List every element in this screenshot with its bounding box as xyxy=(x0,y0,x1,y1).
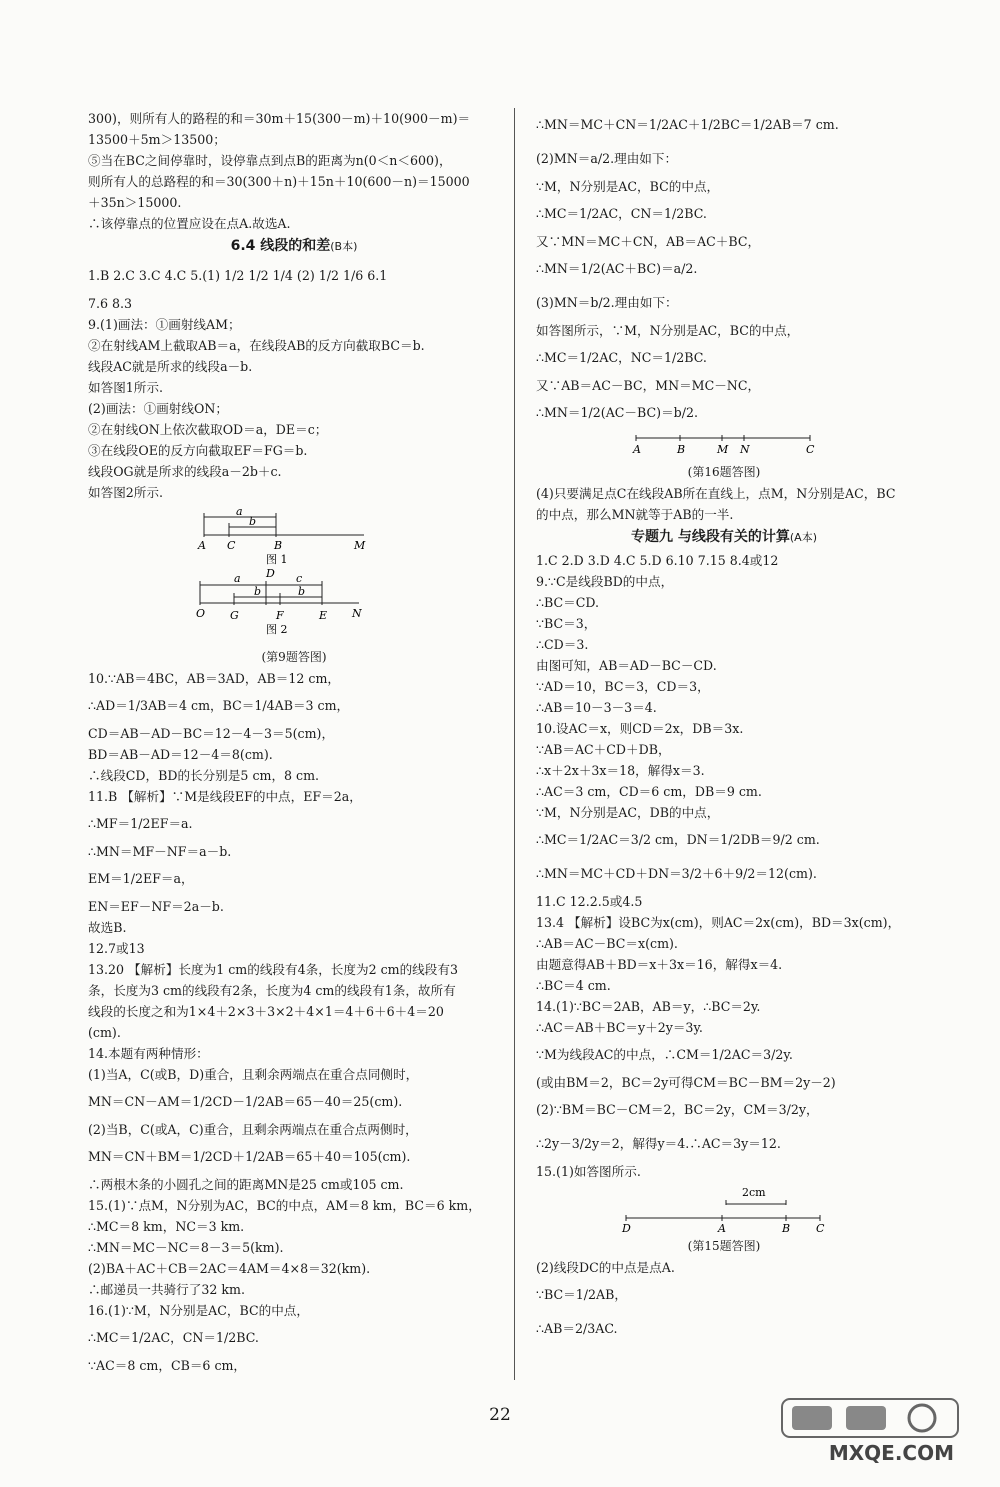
text-line: 9.∵C是线段BD的中点， xyxy=(536,574,674,589)
text-line: 11.B 【解析】∵M是线段EF的中点，EF＝2a， xyxy=(88,789,362,804)
text-line: ③在线段OE的反方向截取EF＝FG＝b. xyxy=(88,443,308,458)
fig1-label: M xyxy=(354,539,366,552)
text-line: (2)∵BM＝BC－CM＝2，BC＝2y，CM＝3/2y， xyxy=(536,1102,819,1117)
text-line: (2)当B，C(或A，C)重合，且剩余两端点在重合点两侧时， xyxy=(88,1122,418,1137)
text-line: ∴AC＝AB＋BC＝y＋2y＝3y. xyxy=(536,1020,703,1035)
text-line: (cm). xyxy=(88,1025,121,1040)
text-line: 10.∵AB＝4BC，AB＝3AD，AB＝12 cm， xyxy=(88,671,341,686)
fig15-label: A xyxy=(718,1222,726,1234)
text-line: CD＝AB－AD－BC＝12－4－3＝5(cm)， xyxy=(88,726,335,741)
text-line: ∴AD＝1/3AB＝4 cm，BC＝1/4AB＝3 cm， xyxy=(88,698,350,713)
text-line: 15.(1)∵点M，N分别为AC，BC的中点，AM＝8 km，BC＝6 km， xyxy=(88,1198,481,1213)
text-line: ∵AD＝10，BC＝3，CD＝3， xyxy=(536,679,710,694)
fig2-label: D xyxy=(266,567,275,580)
text-line: 故选B. xyxy=(88,920,127,935)
fig15-label: B xyxy=(782,1222,791,1234)
fig2-label: N xyxy=(352,607,362,620)
text-line: ∴x＋2x＋3x＝18，解得x＝3. xyxy=(536,763,705,778)
fig2-label: c xyxy=(296,572,303,585)
text-line: 1.C 2.D 3.D 4.C 5.D 6.10 7.15 8.4或12 xyxy=(536,553,779,568)
text-line: 14.(1)∵BC＝2AB，AB＝y，∴BC＝2y. xyxy=(536,999,761,1014)
fig15-label: C xyxy=(816,1222,825,1234)
text-line: MN＝CN＋BM＝1/2CD＋1/2AB＝65＋40＝105(cm). xyxy=(88,1149,411,1164)
fig2-label: G xyxy=(230,609,239,622)
fig1-label: a xyxy=(236,505,243,518)
text-line: ∴MN＝MF－NF＝a－b. xyxy=(88,844,232,859)
text-line: (3)MN＝b/2.理由如下： xyxy=(536,295,678,310)
text-line: ∴线段CD，BD的长分别是5 cm，8 cm. xyxy=(88,768,320,783)
figure-9-caption: (第9题答图) xyxy=(261,650,327,664)
fig16-label: A xyxy=(633,443,641,456)
text-line: EM＝1/2EF＝a， xyxy=(88,871,194,886)
text-line: 如答图所示，∵M，N分别是AC，BC的中点， xyxy=(536,323,800,338)
text-line: MN＝CN－AM＝1/2CD－1/2AB＝65－40＝25(cm). xyxy=(88,1094,403,1109)
figure-15-caption: (第15题答图) xyxy=(687,1239,761,1253)
right-column xyxy=(536,108,912,1346)
section-tag: (B本) xyxy=(330,240,358,253)
text-line: 又∵MN＝MC＋CN，AB＝AC＋BC， xyxy=(536,234,761,249)
figure-9-diagram xyxy=(194,505,394,645)
text-line: 15.(1)如答图所示. xyxy=(536,1164,641,1179)
section-title: 专题九 与线段有关的计算 xyxy=(631,529,790,545)
text-line: ②在射线AM上截取AB＝a，在线段AB的反方向截取BC＝b. xyxy=(88,338,425,353)
text-line: ∵BC＝3， xyxy=(536,616,597,631)
text-line: 线段的长度之和为1×4＋2×3＋3×2＋4×1＝4＋6＋6＋4＝20 xyxy=(88,1004,444,1019)
text-line: ∵M为线段AC的中点，∴CM＝1/2AC＝3/2y. xyxy=(536,1047,793,1062)
text-line: (2)画法：①画射线ON； xyxy=(88,401,228,416)
text-line: ∴AB＝2/3AC. xyxy=(536,1321,618,1336)
text-line: ∴MC＝1/2AC，CN＝1/2BC. xyxy=(88,1330,259,1345)
text-line: ∴BC＝4 cm. xyxy=(536,978,611,993)
text-line: ∵AB＝AC＋CD＋DB， xyxy=(536,742,671,757)
section-tag: (A本) xyxy=(789,531,817,544)
text-line: ＋35n＞15000. xyxy=(88,195,182,210)
text-line: 1.B 2.C 3.C 4.C 5.(1) 1/2 1/2 1/4 (2) 1/2 1/6 6.1 xyxy=(88,268,388,283)
text-line: 如答图2所示. xyxy=(88,485,163,500)
text-line: ∴MC＝1/2AC＝3/2 cm，DN＝1/2DB＝9/2 cm. xyxy=(536,832,820,847)
fig2-label: E xyxy=(319,609,328,622)
watermark-logo-icon xyxy=(780,1397,960,1439)
text-line: (2)MN＝a/2.理由如下： xyxy=(536,151,678,166)
text-line: 16.(1)∵M，N分别是AC，BC的中点， xyxy=(88,1303,309,1318)
text-line: 10.设AC＝x，则CD＝2x，DB＝3x. xyxy=(536,721,744,736)
text-line: EN＝EF－NF＝2a－b. xyxy=(88,899,224,914)
text-line: (1)当A，C(或B，D)重合，且剩余两端点在重合点同侧时， xyxy=(88,1067,419,1082)
text-line: ∴AB＝10－3－3＝4. xyxy=(536,700,657,715)
text-line: ∴MC＝1/2AC，NC＝1/2BC. xyxy=(536,350,707,365)
section-heading-topic-9 xyxy=(536,527,912,548)
fig16-label: M xyxy=(717,443,729,456)
section-heading-6-4 xyxy=(88,236,500,257)
text-line: 13500＋5m＞13500； xyxy=(88,132,226,147)
text-line: 11.C 12.2.5或4.5 xyxy=(536,894,643,909)
fig2-label: b xyxy=(298,585,306,598)
text-line: ②在射线ON上依次截取OD＝a，DE＝c； xyxy=(88,422,328,437)
fig2-label: F xyxy=(276,609,284,622)
section-title: 6.4 线段的和差 xyxy=(230,238,331,254)
text-line: ∴BC＝CD. xyxy=(536,595,600,610)
text-line: 由题意得AB＋BD＝x＋3x＝16，解得x＝4. xyxy=(536,957,783,972)
text-line: ∴该停靠点的位置应设在点A.故选A. xyxy=(88,216,291,231)
text-line: ∴MC＝8 km，NC＝3 km. xyxy=(88,1219,245,1234)
text-line: 如答图1所示. xyxy=(88,380,163,395)
fig2-label: b xyxy=(254,585,262,598)
text-line: (或由BM＝2，BC＝2y可得CM＝BC－BM＝2y－2) xyxy=(536,1075,836,1090)
text-line: 线段OG就是所求的线段a－2b＋c. xyxy=(88,464,282,479)
fig15-length-label: 2cm xyxy=(742,1186,766,1199)
fig2-label: O xyxy=(196,607,206,620)
text-line: 14.本题有两种情形： xyxy=(88,1046,209,1061)
figure-15-diagram xyxy=(614,1184,834,1234)
fig1-caption: 图 1 xyxy=(266,553,288,566)
text-line: ∵BC＝1/2AB， xyxy=(536,1287,627,1302)
text-line: 12.7或13 xyxy=(88,941,145,956)
text-line: 13.4 【解析】设BC为x(cm)，则AC＝2x(cm)，BD＝3x(cm)， xyxy=(536,915,901,930)
fig15-label: D xyxy=(622,1222,631,1234)
text-line: ∴MN＝MC＋CD＋DN＝3/2＋6＋9/2＝12(cm). xyxy=(536,866,817,881)
text-line: ∴2y－3/2y＝2，解得y＝4.∴AC＝3y＝12. xyxy=(536,1136,781,1151)
fig16-label: C xyxy=(806,443,815,456)
text-line: ∴MC＝1/2AC，CN＝1/2BC. xyxy=(536,206,707,221)
text-line: 9.(1)画法：①画射线AM； xyxy=(88,317,241,332)
figure-16-diagram xyxy=(624,432,824,460)
text-line: ∴两根木条的小圆孔之间的距离MN是25 cm或105 cm. xyxy=(88,1177,404,1192)
text-line: ∵M，N分别是AC，BC的中点， xyxy=(536,179,720,194)
text-line: ∴CD＝3. xyxy=(536,637,589,652)
text-line: 条，长度为3 cm的线段有2条，长度为4 cm的线段有1条，故所有 xyxy=(88,983,456,998)
text-line: ∴MN＝1/2(AC＋BC)＝a/2. xyxy=(536,261,698,276)
left-column xyxy=(88,108,500,1376)
text-line: 线段AC就是所求的线段a－b. xyxy=(88,359,253,374)
text-line: 由图可知，AB＝AD－BC－CD. xyxy=(536,658,717,673)
fig1-label: B xyxy=(274,539,283,552)
text-line: 的中点，那么MN就等于AB的一半. xyxy=(536,507,734,522)
text-line: ∵M，N分别是AC，DB的中点， xyxy=(536,805,720,820)
text-line: ∴MN＝MC＋CN＝1/2AC＋1/2BC＝1/2AB＝7 cm. xyxy=(536,117,839,132)
fig16-label: N xyxy=(740,443,750,456)
text-line: ∴AB＝AC－BC＝x(cm). xyxy=(536,936,678,951)
text-line: (2)线段DC的中点是点A. xyxy=(536,1260,675,1275)
page-number: 22 xyxy=(489,1405,511,1425)
text-line: BD＝AB－AD＝12－4＝8(cm). xyxy=(88,747,273,762)
text-line: ∵AC＝8 cm，CB＝6 cm， xyxy=(88,1358,247,1373)
text-line: 7.6 8.3 xyxy=(88,296,133,311)
watermark xyxy=(780,1397,960,1467)
fig1-label: C xyxy=(227,539,236,552)
fig1-label: b xyxy=(249,515,257,528)
fig2-label: a xyxy=(234,572,241,585)
figure-16-caption: (第16题答图) xyxy=(687,465,761,479)
text-line: ∴AC＝3 cm，CD＝6 cm，DB＝9 cm. xyxy=(536,784,762,799)
watermark-text: MXQE.COM xyxy=(828,1441,954,1465)
text-line: ∴邮递员一共骑行了32 km. xyxy=(88,1282,245,1297)
text-line: ⑤当在BC之间停靠时，设停靠点到点B的距离为n(0＜n＜600)， xyxy=(88,153,452,168)
text-line: 则所有人的总路程的和＝30(300＋n)＋15n＋10(600－n)＝15000 xyxy=(88,174,470,189)
text-line: (4)只要满足点C在线段AB所在直线上，点M，N分别是AC，BC xyxy=(536,486,896,501)
text-line: 13.20 【解析】长度为1 cm的线段有4条，长度为2 cm的线段有3 xyxy=(88,962,458,977)
text-line: ∴MN＝MC－NC＝8－3＝5(km). xyxy=(88,1240,284,1255)
column-divider xyxy=(514,108,515,1380)
text-line: ∴MN＝1/2(AC－BC)＝b/2. xyxy=(536,405,698,420)
fig1-label: A xyxy=(198,539,206,552)
text-line: ∴MF＝1/2EF＝a. xyxy=(88,816,193,831)
text-line: 300)，则所有人的路程的和＝30m＋15(300－m)＋10(900－m)＝ xyxy=(88,111,471,126)
text-line: (2)BA＋AC＋CB＝2AC＝4AM＝4×8＝32(km). xyxy=(88,1261,371,1276)
fig2-caption: 图 2 xyxy=(266,623,288,636)
fig16-label: B xyxy=(677,443,686,456)
text-line: 又∵AB＝AC－BC，MN＝MC－NC， xyxy=(536,378,761,393)
